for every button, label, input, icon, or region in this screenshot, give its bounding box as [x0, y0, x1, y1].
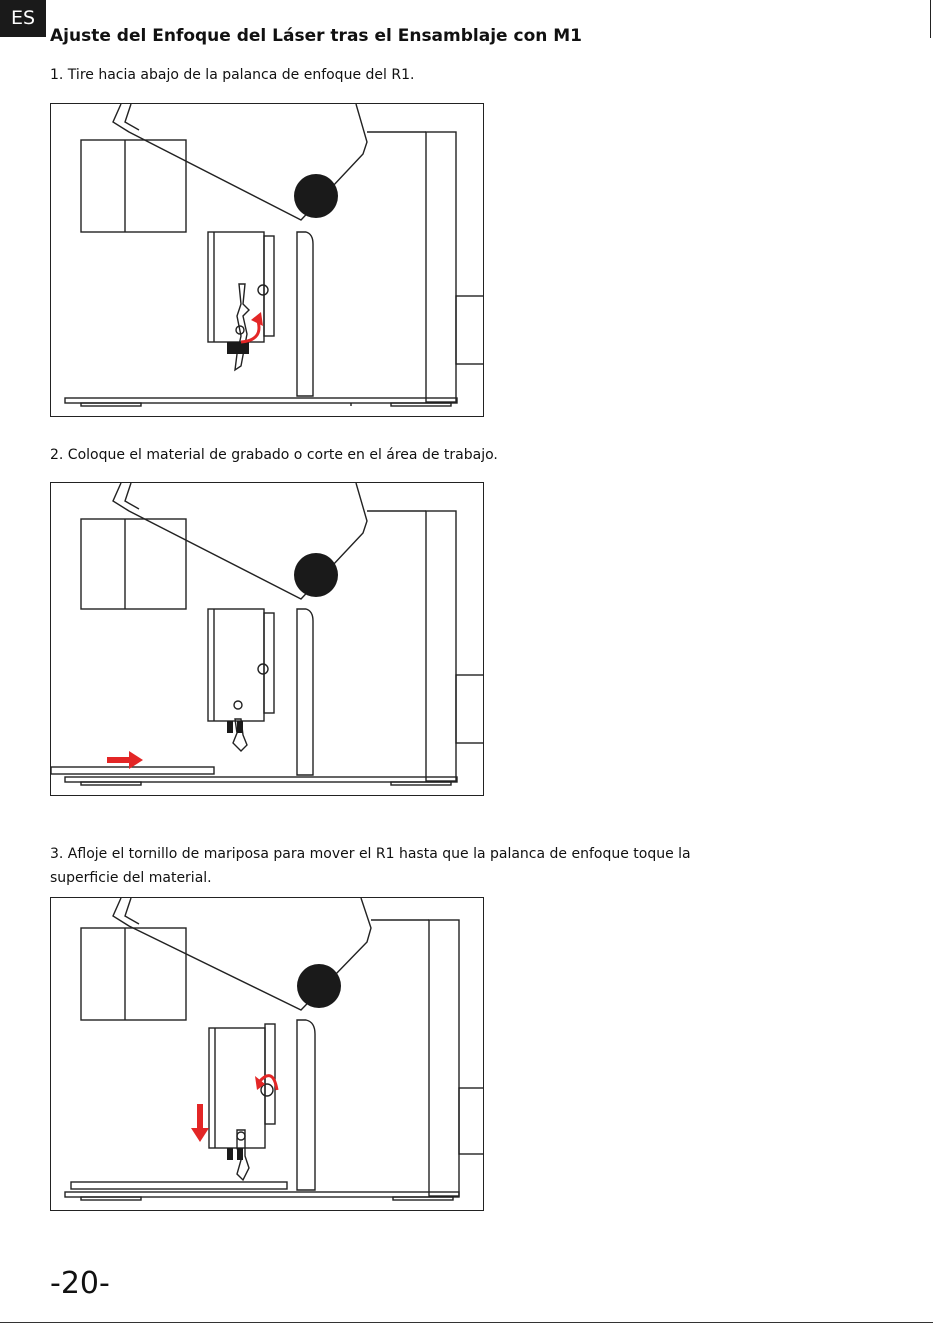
laser-machine-drawing-2	[51, 483, 484, 796]
step-1-illustration	[50, 103, 484, 417]
footer-divider	[0, 1322, 933, 1323]
laser-machine-drawing-3	[51, 898, 484, 1211]
page-number: -20-	[50, 1266, 110, 1301]
work-material	[71, 1182, 287, 1189]
base-plate	[65, 777, 457, 782]
focus-knob	[294, 553, 338, 597]
vertical-post	[297, 1020, 315, 1190]
language-tab: ES	[0, 0, 46, 37]
base-plate	[65, 1192, 459, 1197]
thumb-screw	[258, 664, 268, 674]
base-plate	[65, 398, 457, 403]
vertical-post	[297, 609, 313, 775]
right-column	[429, 920, 459, 1196]
page-title: Ajuste del Enfoque del Láser tras el Ensamblaje con M1	[50, 26, 583, 46]
move-down-arrow-icon	[197, 1104, 203, 1130]
thumb-screw	[258, 285, 268, 295]
right-column	[426, 132, 456, 402]
step-2-text: 2. Coloque el material de grabado o corte en el área de trabajo.	[50, 447, 498, 463]
laser-module	[208, 609, 264, 721]
thumb-screw	[261, 1084, 273, 1096]
header-divider	[930, 0, 931, 38]
step-1-text: 1. Tire hacia abajo de la palanca de enfoque del R1.	[50, 67, 415, 83]
laser-module	[208, 232, 264, 342]
lens-nozzle	[237, 721, 243, 733]
step-2-illustration	[50, 482, 484, 796]
laser-machine-drawing-1	[51, 104, 484, 417]
right-column	[426, 511, 456, 781]
step-3-text: 3. Afloje el tornillo de mariposa para mover el R1 hasta que la palanca de enfoque toque la superficie del material.	[50, 846, 691, 886]
upper-arm	[81, 928, 186, 1020]
step-3-illustration	[50, 897, 484, 1211]
lens-nozzle	[237, 1148, 243, 1160]
push-right-arrow-icon	[107, 757, 129, 763]
lens-nozzle	[227, 342, 249, 354]
work-material	[51, 767, 214, 774]
vertical-post	[297, 232, 313, 396]
focus-knob	[294, 174, 338, 218]
focus-knob	[297, 964, 341, 1008]
